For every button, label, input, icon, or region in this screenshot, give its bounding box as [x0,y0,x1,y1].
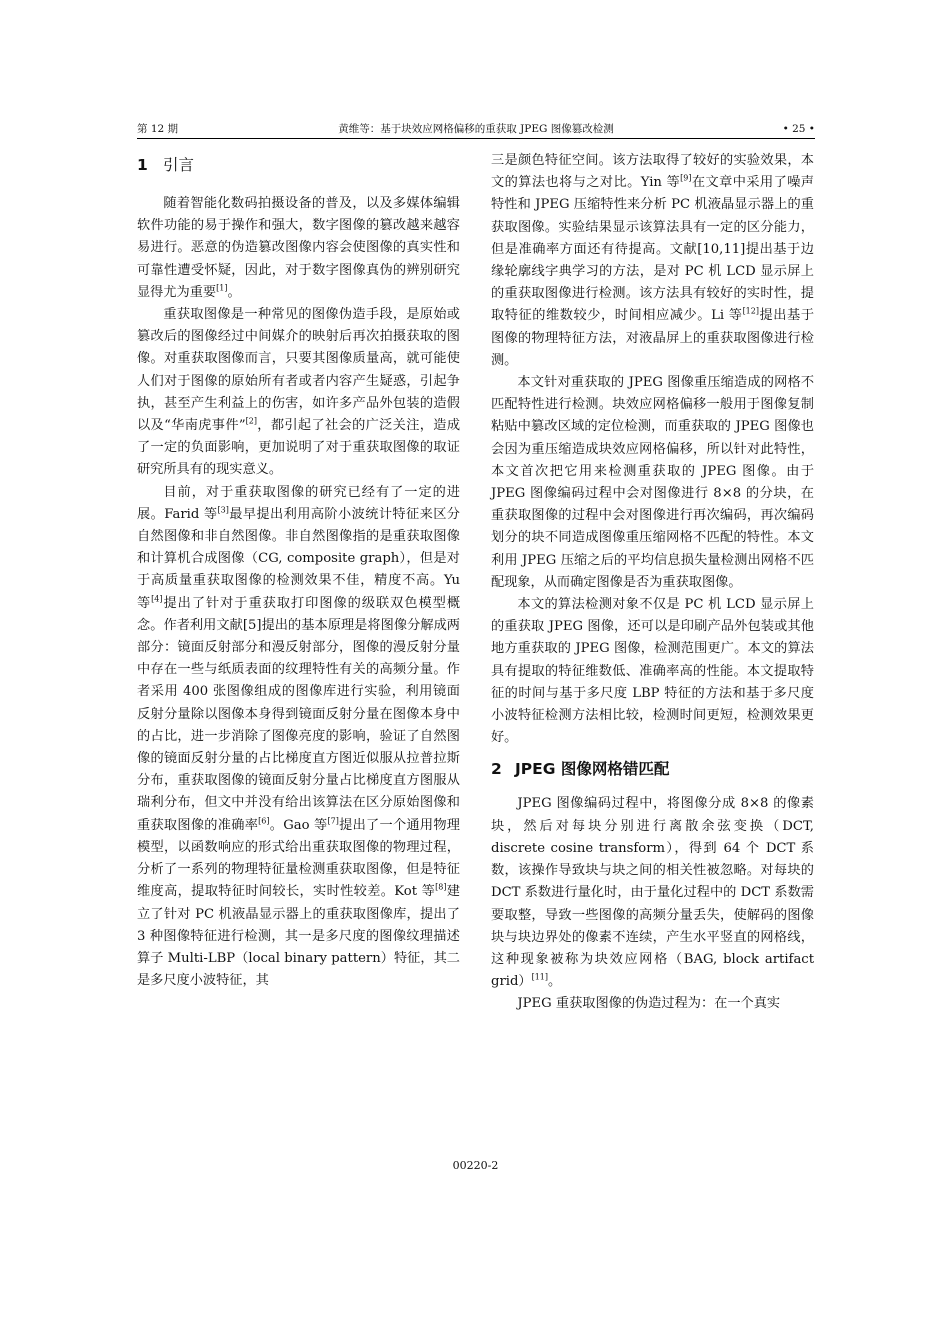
section-1-heading [137,154,460,176]
section-2-heading [491,758,814,780]
running-header [137,121,815,137]
section-2-number: 2 [491,760,502,779]
left-column [137,150,460,992]
citation[interactable]: [9] [680,173,692,183]
section-2-paragraph-1: JPEG 图像编码过程中，将图像分成 8×8 的像素块，然后对每块分别进行离散余弦变换（DCT, discrete cosine transform），得到 64 个 DCT 系数，该操作导致块与块之间的相关性被忽略。对每块的 DCT 系数进行量化时，由于量化过程中的 DCT 系数需要取整，导致一些图像的高频分量丢失，使解码的图像块与块边界处的像素不连续，产生水平竖直的网格线，这种现象被称为块效应网格（BAG, block artifact grid）[11]。 [491,796,814,990]
intro-paragraph-2: 重获取图像是一种常见的图像伪造手段，是原始或篡改后的图像经过中间媒介的映射后再次拍摄获取的图像。对重获取图像而言，只要其图像质量高，就可能使人们对于图像的原始所有者或者内容产生疑惑，引起争执，甚至产生利益上的伤害，如许多产品外包装的造假以及“华南虎事件”[2]，都引起了社会的广泛关注，造成了一定的负面影响，更加说明了对于重获取图像的取证研究所具有的现实意义。 [137,307,461,478]
issue-number: 第 12 期 [137,123,179,135]
intro-paragraph-4: 本文针对重获取的 JPEG 图像重压缩造成的网格不匹配特性进行检测。块效应网格偏移一般用于图像复制粘贴中篡改区域的定位检测，而重获取的 JPEG 图像也会因为重压缩造成块效应网格偏移，所以针对此特性，本文首次把它用来检测重获取的 JPEG 图像。由于 JPEG 图像编码过程中会对图像进行 8×8 的分块，在重获取图像的过程中会对图像进行再次编码，再次编码划分的块不同造成图像重压缩网格不匹配的特性。本文利用 JPEG 压缩之后的平均信息损失量检测出网格不匹配现象，从而确定图像是否为重获取图像。 [491,375,814,590]
citation[interactable]: [8] [435,882,447,892]
header-page-number: • 25 • [782,123,815,135]
right-column [491,150,814,1016]
citation[interactable]: [3] [217,505,229,515]
citation[interactable]: [1] [216,283,228,293]
section-2-paragraph-2: JPEG 重获取图像的伪造过程为：在一个真实 [517,996,781,1012]
citation[interactable]: [12] [742,307,759,317]
citation[interactable]: [7] [327,816,339,826]
citation[interactable]: [11] [531,972,549,982]
citation[interactable]: [6] [258,816,270,826]
section-1-title: 引言 [163,156,195,174]
citation[interactable]: [2] [245,416,257,426]
intro-paragraph-3-continued: 三是颜色特征空间。该方法取得了较好的实验效果，本文的算法也将与之对比。Yin 等[9]在文章中采用了噪声特性和 JPEG 压缩特性来分析 PC 机液晶显示器上的重获取图像。实验结果显示该算法具有一定的区分能力，但是准确率方面还有待提高。文献[10,11]提出基于边缘轮廓线字典学习的方法，是对 PC 机 LCD 显示屏上的重获取图像进行检测。该方法具有较好的实时性，提取特征的维数较少，时间相应减少。Li 等[12]提出基于图像的物理特征方法，对液晶屏上的重获取图像进行检测。 [491,153,815,368]
intro-paragraph-3: 目前，对于重获取图像的研究已经有了一定的进展。Farid 等[3]最早提出利用高阶小波统计特征来区分自然图像和非自然图像。非自然图像指的是重获取图像和计算机合成图像（CG, composite graph），但是对于高质量重获取图像的检测效果不佳，精度不高。Yu 等[4]提出了针对于重获取打印图像的级联双色模型概念。作者利用文献[5]提出的基本原理是将图像分解成两部分：镜面反射部分和漫反射部分，图像的漫反射分量中存在一些与纸质表面的纹理特性有关的高频分量。作者采用 400 张图像组成的图像库进行实验，利用镜面反射分量除以图像本身得到镜面反射分量在图像本身中的占比，进一步消除了图像亮度的影响，验证了自然图像的镜面反射分量的占比梯度直方图近似服从拉普拉斯分布，重获取图像的镜面反射分量占比梯度直方图服从瑞利分布，但文中并没有给出该算法在区分原始图像和重获取图像的准确率[6]。Gao 等[7]提出了一个通用物理模型，以函数响应的形式给出重获取图像的物理过程，分析了一系列的物理特征量检测重获取图像，但是特征维度高，提取特征时间较长，实时性较差。Kot 等[8]建立了针对 PC 机液晶显示器上的重获取图像库，提出了 3 种图像特征进行检测，其一是多尺度的图像纹理描述算子 Multi-LBP（local binary pattern）特征，其二是多尺度小波特征，其 [137,484,461,989]
header-rule [137,138,815,139]
intro-paragraph-5: 本文的算法检测对象不仅是 PC 机 LCD 显示屏上的重获取 JPEG 图像，还可以是印刷产品外包装或其他地方重获取的 JPEG 图像，检测范围更广。本文的算法具有提取的特征维数低、准确率高的性能。本文提取特征的时间与基于多尺度 LBP 特征的方法和基于多尺度小波特征检测方法相比较，检测时间更短，检测效果更好。 [491,597,814,746]
running-title: 黄维等：基于块效应网格偏移的重获取 JPEG 图像篡改检测 [338,123,614,135]
section-1-number: 1 [137,156,148,174]
section-2-title: JPEG 图像网格错匹配 [515,760,670,779]
intro-paragraph-1: 随着智能化数码拍摄设备的普及，以及多媒体编辑软件功能的易于操作和强大，数字图像的篡改越来越容易进行。恶意的伪造篡改图像内容会使图像的真实性和可靠性遭受怀疑，因此，对于数字图像真伪的辨别研究显得尤为重要[1]。 [137,196,460,300]
citation[interactable]: [4] [151,594,163,604]
page-footer-id: 00220-2 [452,1159,499,1172]
